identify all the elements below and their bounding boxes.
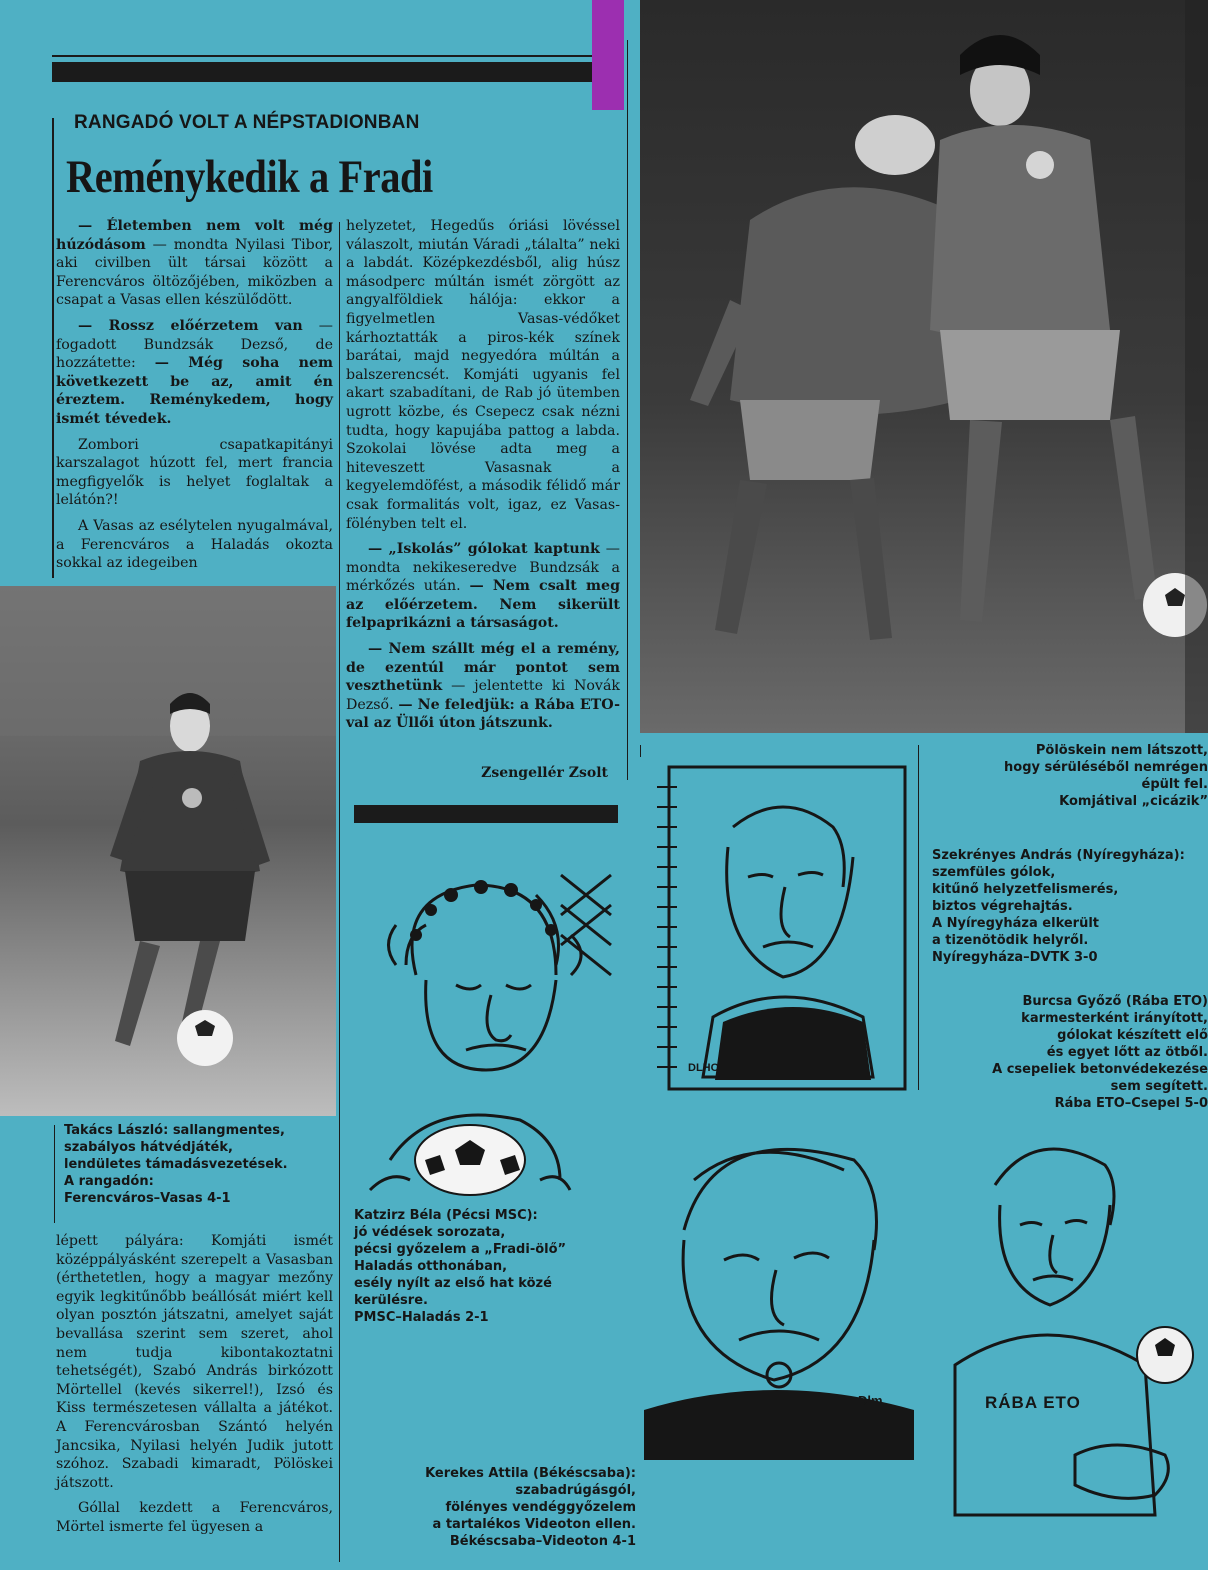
caption-line: A Nyíregyháza elkerült (932, 916, 1100, 931)
byline: Zsengellér Zsolt (481, 765, 608, 781)
caption-line: Haladás otthonában, (354, 1259, 508, 1274)
artist-signature-1: DLHO (688, 1062, 720, 1074)
caption-line: A csepeliek betonvédekezése (992, 1062, 1208, 1077)
caption-line: Takács László: sallangmentes, (64, 1123, 285, 1138)
caption-line: Nyíregyháza–DVTK 3-0 (932, 950, 1098, 965)
quote-lead: — „Iskolás” gólokat kaptunk (368, 541, 600, 558)
caption-line: A rangadón: (64, 1174, 154, 1189)
paragraph-text: — jelentette ki Novák Dezső. (346, 678, 620, 713)
paragraph-text: — mondta Nyilasi Tibor, aki civilben ült társai között a Ferencváros öltözőjében, miközben a csapat a Vasas ellen készülődött. (56, 236, 333, 309)
article-paragraph (56, 317, 333, 429)
sketch-katzirz (356, 865, 616, 1095)
caption-line: a tartalékos Videoton ellen. (432, 1517, 636, 1532)
article-paragraph (346, 540, 620, 633)
caption-line: szabadrúgásgól, (515, 1483, 636, 1498)
caption-takacs (64, 1122, 288, 1207)
caption-line: és egyet lőtt az ötből. (1046, 1045, 1208, 1060)
caption-szekrenyes (932, 847, 1185, 966)
caption-burcsa (935, 993, 1208, 1112)
caption-line: Békéscsaba–Videoton 4-1 (449, 1534, 636, 1549)
caption-poloskei (925, 742, 1208, 810)
artist-signature-2: Dlm (858, 1393, 883, 1408)
article-paragraph (56, 517, 333, 573)
photo-takacs (0, 586, 336, 1116)
caption-line: lendületes támadásvezetések. (64, 1157, 288, 1172)
section-bar (354, 805, 618, 823)
caption-line: karmesterként irányított, (1021, 1011, 1208, 1026)
caption-line: Kerekes Attila (Békéscsaba): (425, 1466, 636, 1481)
right-column-rule (918, 745, 919, 1090)
sketch-katzirz-hands-ball (360, 1100, 580, 1200)
caption-line: pécsi győzelem a „Fradi-ölő” (354, 1242, 567, 1257)
caption-line: épült fel. (1141, 777, 1208, 792)
jersey-text: RÁBA ETO (985, 1393, 1081, 1412)
caption-line: Rába ETO–Csepel 5-0 (1054, 1096, 1208, 1111)
quote-tail: — Nem csalt meg az előérzetem. Nem sikerült felpaprikázni a társaságot. (346, 578, 620, 632)
caption-kerekes (380, 1465, 636, 1550)
caption-line: PMSC–Haladás 2-1 (354, 1310, 489, 1325)
caption-line: kitűnő helyzetfelismerés, (932, 882, 1119, 897)
article-paragraph (56, 217, 333, 310)
caption-line: sem segített. (1110, 1079, 1208, 1094)
caption-right-rule (640, 745, 641, 757)
photo-match-action (640, 0, 1208, 733)
paragraph-text: lépett pályára: Komjáti ismét középpályásként szerepelt a Vasasban (érthetetlen, hogy a magyar mezőny egyik legkitűnőbb beállósát miért kell olyan posztón játszatni, amelyet saját bevallása szerint sem szeret, ahol nem tudja kibontakoztatni tehetségét), Szabó András birkózott Mörtellel (kevés sikerrel!), Izsó és Kiss természetesen vállalta a játékot. A Ferencvárosban Szántó helyén Jancsika, Nyilasi helyén Judik jutott szóhoz. Szabadi kimaradt, Pölöskei játszott. (56, 1233, 333, 1491)
quote-tail: — Még soha nem következett be az, amit én éreztem. Reménykedem, hogy ismét tévedek. (56, 355, 333, 427)
paragraph-text: Zombori csapatkapitányi karszalagot húzott fel, mert francia megfigyelők is helyet foglaltak a lelátón?! (56, 436, 333, 509)
caption-line: gólokat készített elő (1057, 1028, 1208, 1043)
article-column-2 (346, 217, 620, 740)
header-bar (52, 62, 618, 82)
article-paragraph (56, 1232, 333, 1492)
caption-line: Komjátival „cicázik” (1059, 794, 1208, 809)
caption-line: a tizenötödik helyről. (932, 933, 1089, 948)
caption-line: hogy sérüléséből nemrégen (1004, 760, 1208, 775)
column-divider-rule (339, 222, 340, 1562)
caption-line: biztos végrehajtás. (932, 899, 1073, 914)
sketch-notebook-portrait (653, 757, 911, 1095)
article-column-1-bottom (56, 1232, 333, 1544)
caption-katzirz (354, 1207, 566, 1326)
sketch-burcsa (925, 1125, 1208, 1570)
article-paragraph (56, 1499, 333, 1536)
quote-lead: — Életemben nem volt még húzódásom (56, 218, 333, 253)
paragraph-text: A Vasas az esélytelen nyugalmával, a Ferencváros a Haladás okozta sokkal az idegeiben (56, 517, 333, 572)
caption-line: Burcsa Győző (Rába ETO) (1022, 994, 1208, 1009)
paragraph-text: — fogadott Bundzsák Dezső, de hozzátette: (56, 317, 333, 372)
caption-line: Ferencváros–Vasas 4-1 (64, 1191, 231, 1206)
col2-right-rule (627, 40, 628, 780)
quote-lead: — Nem szállt még el a remény, de ezentúl már pontot sem veszthetünk (346, 641, 620, 695)
headline: Reménykedik a Fradi (66, 151, 433, 203)
kicker: RANGADÓ VOLT A NÉPSTADIONBAN (74, 112, 420, 133)
caption-line: Katzirz Béla (Pécsi MSC): (354, 1208, 538, 1223)
caption-rule-left (54, 1125, 55, 1223)
sketch-kerekes (644, 1120, 914, 1460)
article-paragraph (56, 436, 333, 510)
purple-strip (592, 0, 624, 110)
quote-tail: — Ne feledjük: a Rába ETO-val az Üllői úton játszunk. (346, 696, 620, 732)
article-paragraph (346, 217, 620, 533)
caption-line: Szekrényes András (Nyíregyháza): (932, 848, 1185, 863)
caption-line: szemfüles gólok, (932, 865, 1056, 880)
caption-line: esély nyílt az első hat közé (354, 1276, 552, 1291)
caption-line: kerülésre. (354, 1293, 428, 1308)
paragraph-text: helyzetet, Hegedűs óriási lövéssel válaszolt, miután Váradi „tálalta” neki a labdát. Középkezdésből, alig húsz másodperc múltán ismét zörgött az angyalföldiek hálója: ekkor a figyelmetlen Vasas-védőket kárhoztatták a piros-kék színek barátai, majd negyedóra múltán a balszerencsét. Komjáti ugyanis fel akart szabadítani, de Rab jó ütemben ugrott közbe, és Csepecz csak nézni tudta, hogy kapujába pattog a labda. Szokolai lövése adta meg a hiteveszett Vasasnak a kegyelemdöfést, a második félidő már csak formalitás volt, igaz, ez Vasas-fölényben telt el. (346, 218, 620, 532)
caption-line: jó védések sorozata, (354, 1225, 506, 1240)
paragraph-text: — mondta nekikeseredve Bundzsák a mérkőzés után. (346, 541, 620, 595)
top-rule (52, 55, 618, 57)
caption-line: Pölöskein nem látszott, (1035, 743, 1208, 758)
caption-line: szabályos hátvédjáték, (64, 1140, 233, 1155)
article-paragraph (346, 640, 620, 733)
paragraph-text: Góllal kezdett a Ferencváros, Mörtel ismerte fel ügyesen a (56, 1500, 333, 1535)
caption-line: fölényes vendéggyőzelem (445, 1500, 636, 1515)
left-vertical-rule (52, 118, 54, 578)
article-column-1-top (56, 217, 333, 580)
quote-lead: — Rossz előérzetem van (78, 317, 303, 334)
